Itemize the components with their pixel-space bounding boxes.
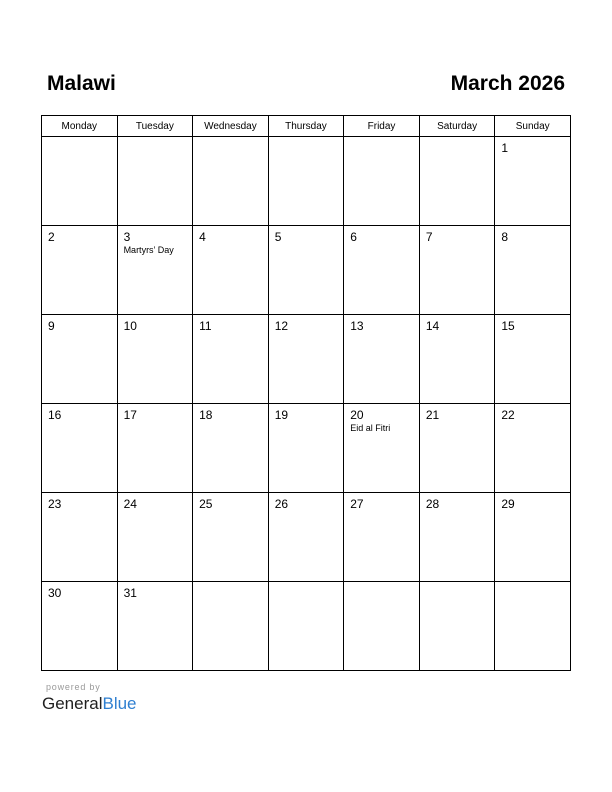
day-number: 11	[199, 319, 212, 333]
holiday-label: Martyrs’ Day	[123, 245, 174, 255]
day-cell	[495, 404, 571, 493]
powered-by-text: powered by	[46, 682, 101, 692]
day-cell	[419, 404, 495, 493]
brand-general-text: General	[42, 694, 103, 713]
day-number: 1	[501, 141, 509, 155]
day-cell	[117, 493, 193, 582]
day-number: 26	[274, 497, 289, 511]
brand-blue-text: Blue	[102, 694, 137, 713]
empty-day-cell	[344, 137, 420, 226]
day-cell	[42, 315, 118, 404]
day-number: 8	[501, 230, 509, 244]
day-number: 2	[48, 230, 55, 244]
day-cell	[344, 226, 420, 315]
day-cell	[268, 315, 344, 404]
day-cell	[419, 226, 495, 315]
day-cell	[344, 493, 420, 582]
day-cell	[117, 582, 193, 671]
weekday-header: Saturday	[419, 116, 495, 137]
weekday-header-row	[42, 116, 571, 137]
month-title: March 2026	[450, 72, 565, 95]
day-cell	[117, 315, 193, 404]
day-cell	[193, 226, 269, 315]
day-number: 23	[48, 497, 62, 511]
day-number: 30	[48, 586, 62, 600]
week-row	[42, 226, 571, 315]
empty-day-cell	[495, 582, 571, 671]
empty-day-cell	[117, 137, 193, 226]
day-number: 6	[350, 230, 357, 244]
week-row	[42, 315, 571, 404]
empty-day-cell	[42, 137, 118, 226]
day-cell	[419, 493, 495, 582]
day-cell	[495, 226, 571, 315]
day-number: 15	[501, 319, 515, 333]
day-cell	[495, 315, 571, 404]
week-row	[42, 582, 571, 671]
empty-day-cell	[419, 137, 495, 226]
day-number: 3	[123, 230, 131, 244]
day-cell	[268, 493, 344, 582]
day-cell	[344, 315, 420, 404]
empty-day-cell	[268, 582, 344, 671]
day-number: 7	[425, 230, 433, 244]
day-number: 13	[350, 319, 364, 333]
day-number: 25	[199, 497, 213, 511]
weekday-header: Tuesday	[117, 116, 193, 137]
day-cell	[495, 137, 571, 226]
day-cell	[117, 404, 193, 493]
day-number: 17	[123, 408, 137, 422]
empty-day-cell	[419, 582, 495, 671]
weekday-header: Wednesday	[193, 116, 269, 137]
day-cell	[42, 404, 118, 493]
day-cell	[268, 226, 344, 315]
weekday-header: Thursday	[268, 116, 344, 137]
empty-day-cell	[268, 137, 344, 226]
day-number: 27	[350, 497, 364, 511]
empty-day-cell	[344, 582, 420, 671]
day-number: 20	[350, 408, 364, 422]
day-number: 10	[123, 319, 137, 333]
day-cell	[117, 226, 193, 315]
weekday-header: Sunday	[495, 116, 571, 137]
week-row	[42, 404, 571, 493]
day-cell	[268, 404, 344, 493]
calendar-body	[42, 137, 571, 671]
weekday-header: Friday	[344, 116, 420, 137]
day-number: 14	[425, 319, 440, 333]
day-cell	[344, 404, 420, 493]
day-number: 24	[123, 497, 137, 511]
day-cell	[193, 493, 269, 582]
day-cell	[495, 493, 571, 582]
day-number: 9	[48, 319, 55, 333]
day-cell	[193, 315, 269, 404]
day-number: 22	[501, 408, 515, 422]
calendar-grid	[41, 115, 571, 671]
week-row	[42, 493, 571, 582]
day-number: 29	[501, 497, 515, 511]
day-number: 18	[199, 408, 213, 422]
weekday-header: Monday	[42, 116, 118, 137]
day-number: 31	[123, 586, 137, 600]
day-cell	[419, 315, 495, 404]
day-number: 16	[48, 408, 62, 422]
empty-day-cell	[193, 137, 269, 226]
holiday-label: Eid al Fitri	[350, 423, 391, 433]
day-number: 5	[274, 230, 282, 244]
brand-logo	[42, 694, 137, 714]
day-cell	[42, 582, 118, 671]
day-number: 19	[274, 408, 289, 422]
day-cell	[42, 493, 118, 582]
week-row	[42, 137, 571, 226]
day-number: 28	[425, 497, 440, 511]
country-title: Malawi	[47, 72, 116, 95]
day-number: 21	[425, 408, 440, 422]
day-number: 12	[274, 319, 289, 333]
empty-day-cell	[193, 582, 269, 671]
day-cell	[42, 226, 118, 315]
day-cell	[193, 404, 269, 493]
day-number: 4	[199, 230, 206, 244]
